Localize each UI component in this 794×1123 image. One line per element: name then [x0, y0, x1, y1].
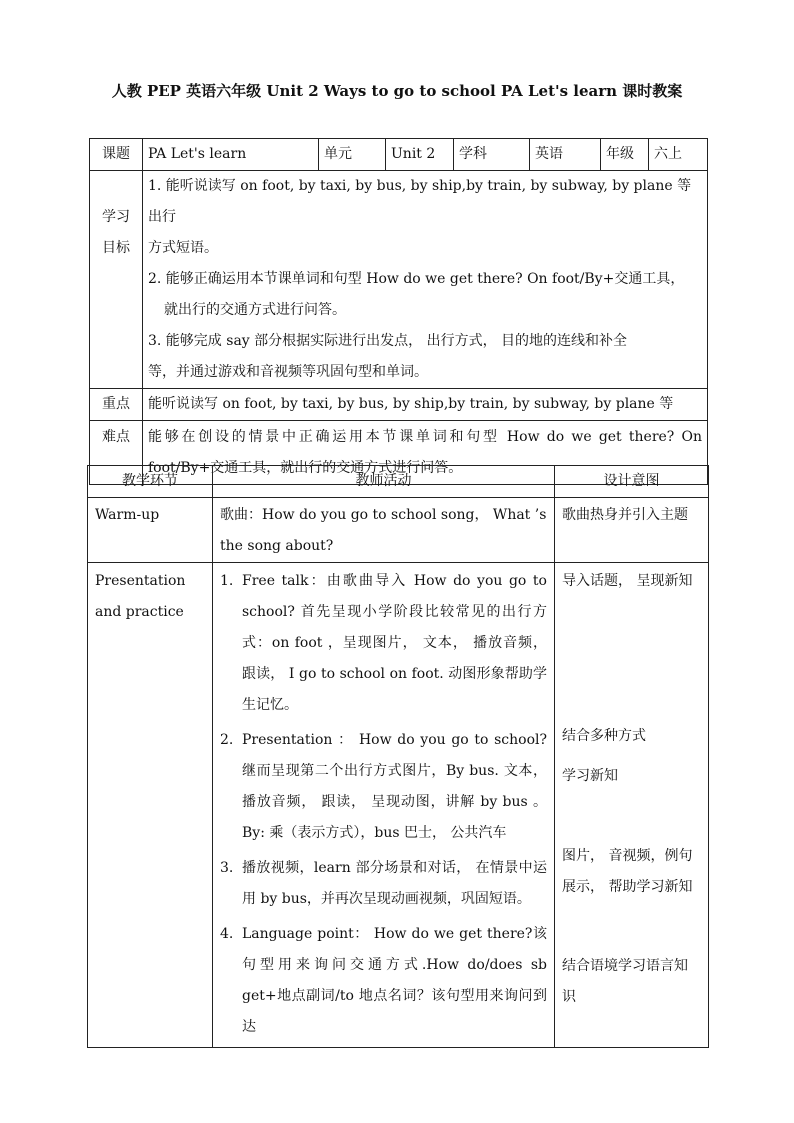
key-points-text: 能听说读写 on foot, by taxi, by bus, by ship,by train, by subway, by plane 等	[143, 389, 708, 421]
design-note: 导入话题， 呈现新知	[562, 573, 693, 589]
subject-label: 学科	[454, 139, 530, 171]
activity-number: 1.	[220, 573, 234, 589]
activity-text: Free talk：由歌曲导入 How do you go to school? 首先呈现小学阶段比较常见的出行方式：on foot ，呈现图片， 文本， 播放音频， 跟读， I go to school on foot. 动图形象帮助学生记忆。	[242, 573, 547, 713]
key-points-label: 重点	[90, 389, 143, 421]
activity-number: 3.	[220, 860, 234, 876]
activity-list	[220, 566, 547, 1043]
design-note: 图片， 音视频，例句展示， 帮助学习新知	[562, 848, 693, 895]
activity-item	[220, 725, 547, 849]
objective-line: 2. 能够正确运用本节课单词和句型 How do we get there? On foot/By+交通工具，	[148, 271, 685, 287]
key-points-row	[90, 389, 708, 421]
difficulties-line: 能够在创设的情景中正确运用本节课单词和句型 How do we get there? On	[148, 429, 702, 445]
unit-value: Unit 2	[386, 139, 454, 171]
activity-text: Language point： How do we get there?该句型用来询问交通方式.How do/does sb get+地点副词/to 地点名词？该句型用来询问到达	[242, 926, 547, 1035]
objective-line: 1. 能听说读写 on foot, by taxi, by bus, by ship,by train, by subway, by plane 等出行	[148, 178, 692, 225]
header-design: 设计意图	[555, 466, 709, 498]
grade-label: 年级	[601, 139, 649, 171]
warmup-stage: Warm-up	[88, 498, 213, 563]
subject-value: 英语	[530, 139, 601, 171]
activity-text: 播放视频，learn 部分场景和对话， 在情景中运用 by bus，并再次呈现动画视频，巩固短语。	[242, 860, 547, 907]
header-activity: 教师活动	[213, 466, 555, 498]
objectives-label	[90, 171, 143, 389]
objectives-row	[90, 171, 708, 389]
header-stage: 教学环节	[88, 466, 213, 498]
objectives-label-line1: 学习	[102, 209, 130, 225]
objectives-label-line2: 目标	[102, 240, 130, 256]
objective-line: 3. 能够完成 say 部分根据实际进行出发点， 出行方式， 目的地的连线和补全	[148, 333, 628, 349]
warmup-row	[88, 498, 709, 563]
activity-number: 4.	[220, 926, 234, 942]
presentation-activities	[213, 563, 555, 1048]
activity-number: 2.	[220, 732, 234, 748]
activity-item	[220, 853, 547, 915]
objectives-content	[143, 171, 708, 389]
document-title: 人教 PEP 英语六年级 Unit 2 Ways to go to school PA Let's learn 课时教案	[111, 82, 683, 100]
warmup-design: 歌曲热身并引入主题	[555, 498, 709, 563]
activity-item	[220, 566, 547, 721]
difficulties-line: foot/By+交通工具，就出行的交通方式进行问答。	[148, 460, 463, 476]
topic-value: PA Let's learn	[143, 139, 319, 171]
info-table	[89, 138, 708, 485]
design-note: 结合语境学习语言知识	[562, 958, 688, 1005]
grade-value: 六上	[649, 139, 708, 171]
design-note: 学习新知	[562, 768, 618, 784]
difficulties-label: 难点	[90, 421, 143, 485]
warmup-activity: 歌曲：How do you go to school song， What ’s the song about?	[213, 498, 555, 563]
process-header-row	[88, 466, 709, 498]
topic-label: 课题	[90, 139, 143, 171]
objective-line: 等，并通过游戏和音视频等巩固句型和单词。	[148, 364, 428, 380]
activity-item	[220, 919, 547, 1043]
presentation-design	[555, 563, 709, 1048]
info-row	[90, 139, 708, 171]
presentation-row	[88, 563, 709, 1048]
objective-line: 就出行的交通方式进行问答。	[164, 302, 346, 318]
activity-text: Presentation ： How do you go to school? 继而呈现第二个出行方式图片，By bus. 文本， 播放音频， 跟读， 呈现动图，讲解 by bus 。By: 乘（表示方式），bus 巴士， 公共汽车	[242, 732, 547, 841]
design-note: 结合多种方式	[562, 728, 646, 744]
unit-label: 单元	[319, 139, 386, 171]
process-table	[87, 465, 709, 1048]
presentation-stage: Presentation and practice	[88, 563, 213, 1048]
objective-line: 方式短语。	[148, 240, 218, 256]
